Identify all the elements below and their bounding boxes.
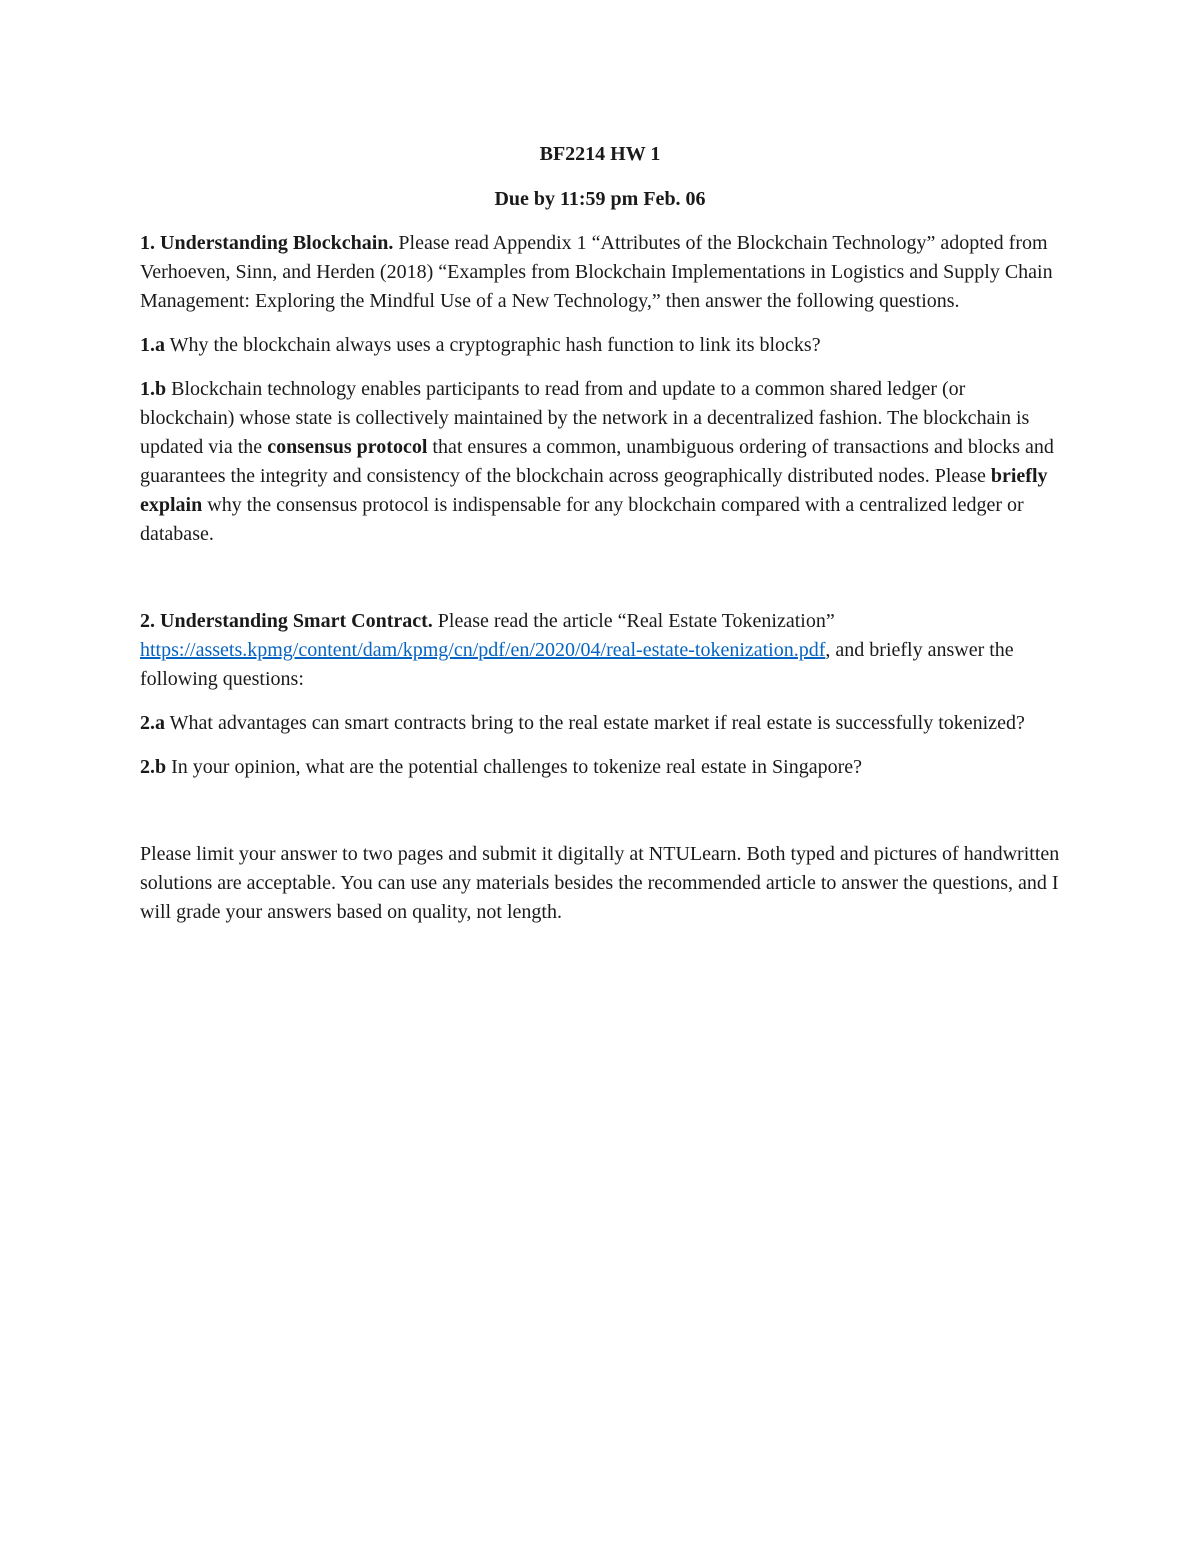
- question-2b-label: 2.b: [140, 756, 167, 778]
- question-2b: [140, 753, 1060, 782]
- spacer: [140, 564, 1060, 607]
- question-2-heading: 2. Understanding Smart Contract.: [140, 610, 433, 632]
- due-date: Due by 11:59 pm Feb. 06: [494, 188, 706, 210]
- question-1b-bold-2: briefly explain: [140, 465, 1048, 516]
- article-link[interactable]: https://assets.kpmg/content/dam/kpmg/cn/pdf/en/2020/04/real-estate-tokenization.pdf: [140, 639, 826, 661]
- question-1a-text: Why the blockchain always uses a cryptographic hash function to link its blocks?: [165, 334, 821, 356]
- question-2a: [140, 709, 1060, 738]
- question-1a-label: 1.a: [140, 334, 165, 356]
- question-1b-bold-1: consensus protocol: [267, 436, 428, 458]
- spacer: [140, 797, 1060, 840]
- question-2a-label: 2.a: [140, 712, 165, 734]
- question-1b-text-1: Blockchain technology enables participants to read from and update to a common shared ledger (or blockchain) whose state is collectively maintained by the network in a decentralized fashion. The blockchain is updated via the: [140, 378, 1030, 458]
- question-1b-text-3: why the consensus protocol is indispensable for any blockchain compared with a centralized ledger or database.: [140, 494, 1024, 545]
- document-title: BF2214 HW 1: [539, 143, 661, 165]
- question-1b: [140, 375, 1060, 549]
- question-2: [140, 607, 1060, 694]
- question-2a-text: What advantages can smart contracts bring to the real estate market if real estate is successfully tokenized?: [165, 712, 1025, 734]
- question-2-intro: Please read the article “Real Estate Tokenization”: [432, 610, 835, 632]
- question-1a: [140, 331, 1060, 360]
- document-page: [140, 140, 1060, 942]
- closing-instructions: Please limit your answer to two pages and submit it digitally at NTULearn. Both typed and pictures of handwritten solutions are acceptable. You can use any materials besides the recommended article to answer the questions, and I will grade your answers based on quality, not length.: [140, 843, 1060, 923]
- question-1b-label: 1.b: [140, 378, 167, 400]
- question-2-outro: , and briefly answer the following questions:: [140, 639, 1014, 690]
- question-1b-text-2: that ensures a common, unambiguous ordering of transactions and blocks and guarantees the integrity and consistency of the blockchain across geographically distributed nodes. Please: [140, 436, 1054, 487]
- question-2b-text: In your opinion, what are the potential challenges to tokenize real estate in Singapore?: [166, 756, 862, 778]
- question-1-heading: 1. Understanding Blockchain.: [140, 232, 394, 254]
- question-1: [140, 229, 1060, 316]
- question-1-intro: Please read Appendix 1 “Attributes of the Blockchain Technology” adopted from Verhoeven, Sinn, and Herden (2018) “Examples from Blockchain Implementations in Logistics and Supply Chain Management: Exploring the Mindful Use of a New Technology,” then answer the following questions.: [140, 232, 1053, 312]
